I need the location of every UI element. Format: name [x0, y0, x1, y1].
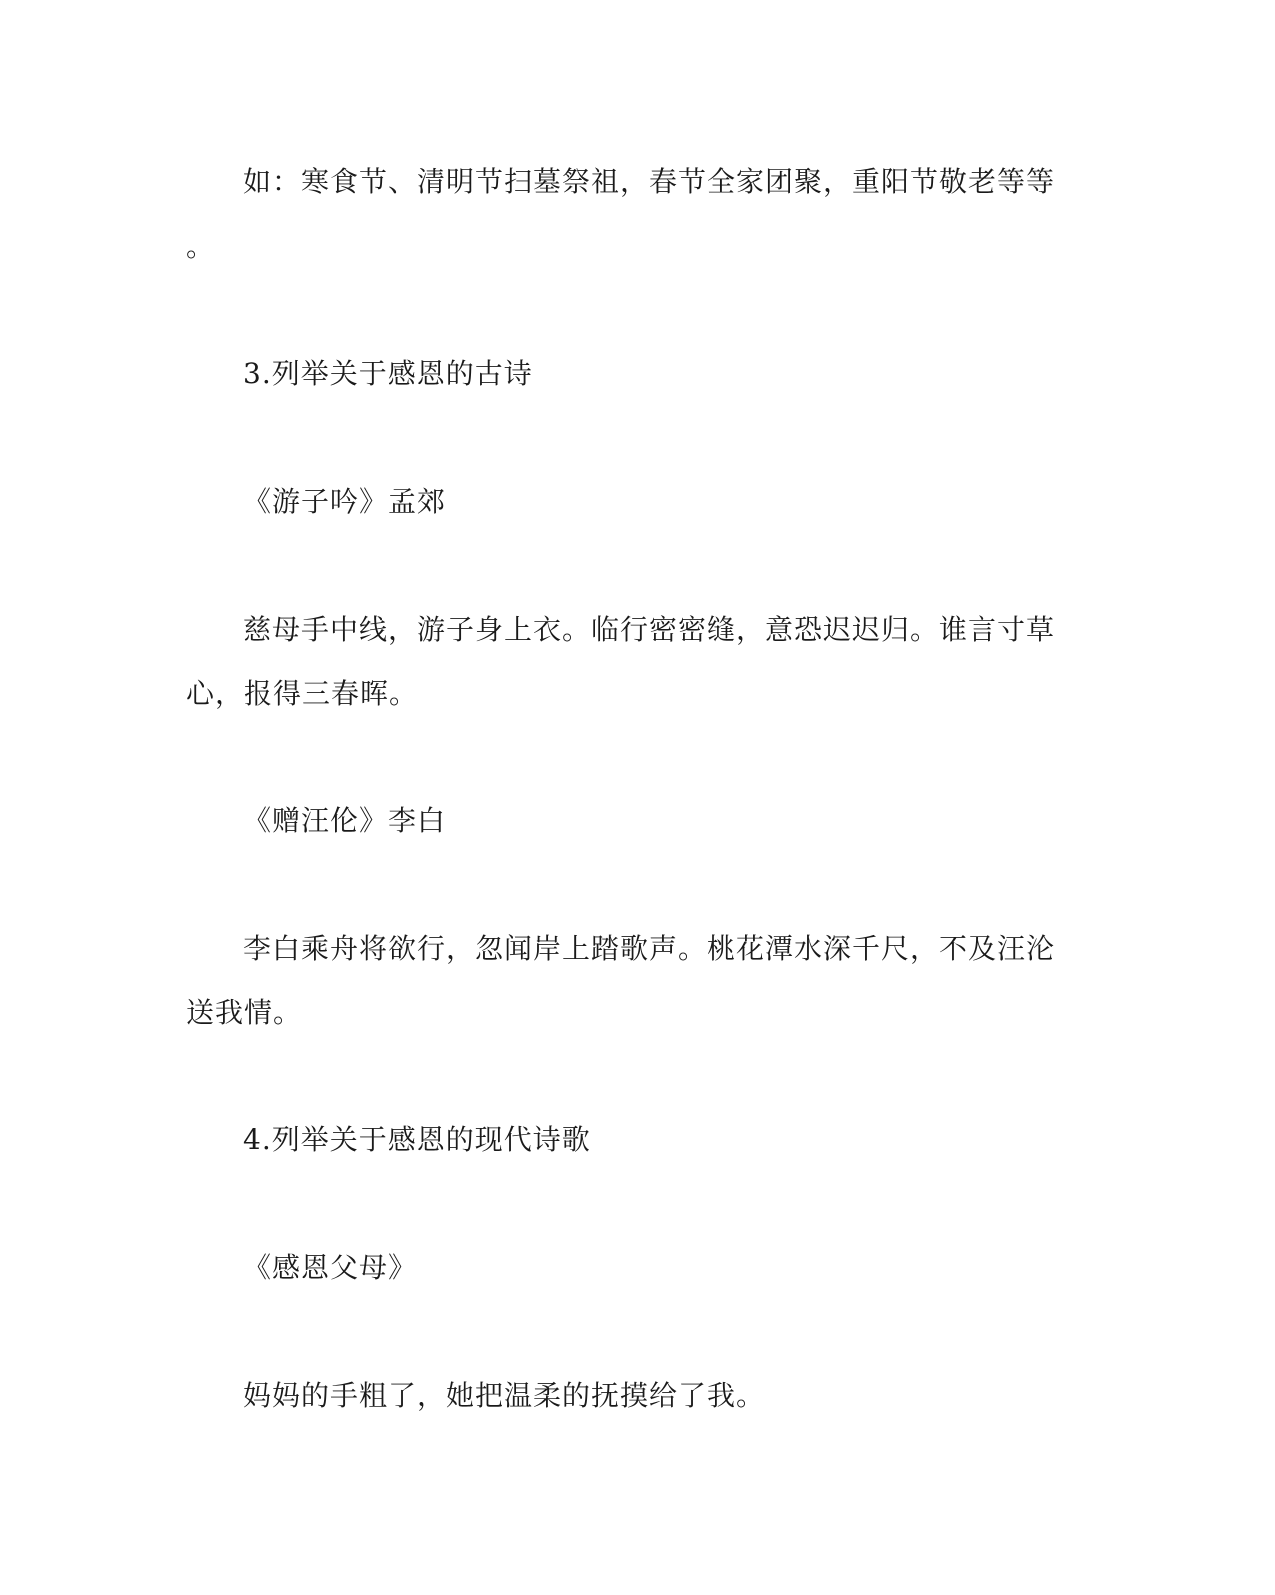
poem-body-zengwanglun-continued: 送我情。: [186, 996, 303, 1029]
section-heading-modern-poems: 4.列举关于感恩的现代诗歌: [243, 1123, 591, 1156]
paragraph-festivals-continued: 。: [186, 230, 216, 263]
poem-body-zengwanglun: 李白乘舟将欲行，忽闻岸上踏歌声。桃花潭水深千尺，不及汪沦: [243, 932, 1056, 965]
section-heading-ancient-poems: 3.列举关于感恩的古诗: [243, 357, 533, 390]
paragraph-festivals: 如：寒食节、清明节扫墓祭祖，春节全家团聚，重阳节敬老等等: [243, 165, 1056, 198]
poem-title-ganen-fumu: 《感恩父母》: [243, 1251, 418, 1284]
poem-body-ganen-fumu: 妈妈的手粗了，她把温柔的抚摸给了我。: [243, 1379, 766, 1412]
poem-body-youziyin: 慈母手中线，游子身上衣。临行密密缝，意恐迟迟归。谁言寸草: [243, 613, 1056, 646]
poem-title-zengwanglun: 《赠汪伦》李白: [243, 804, 447, 837]
poem-title-youziyin: 《游子吟》孟郊: [243, 485, 447, 518]
poem-body-youziyin-continued: 心，报得三春晖。: [186, 677, 419, 710]
